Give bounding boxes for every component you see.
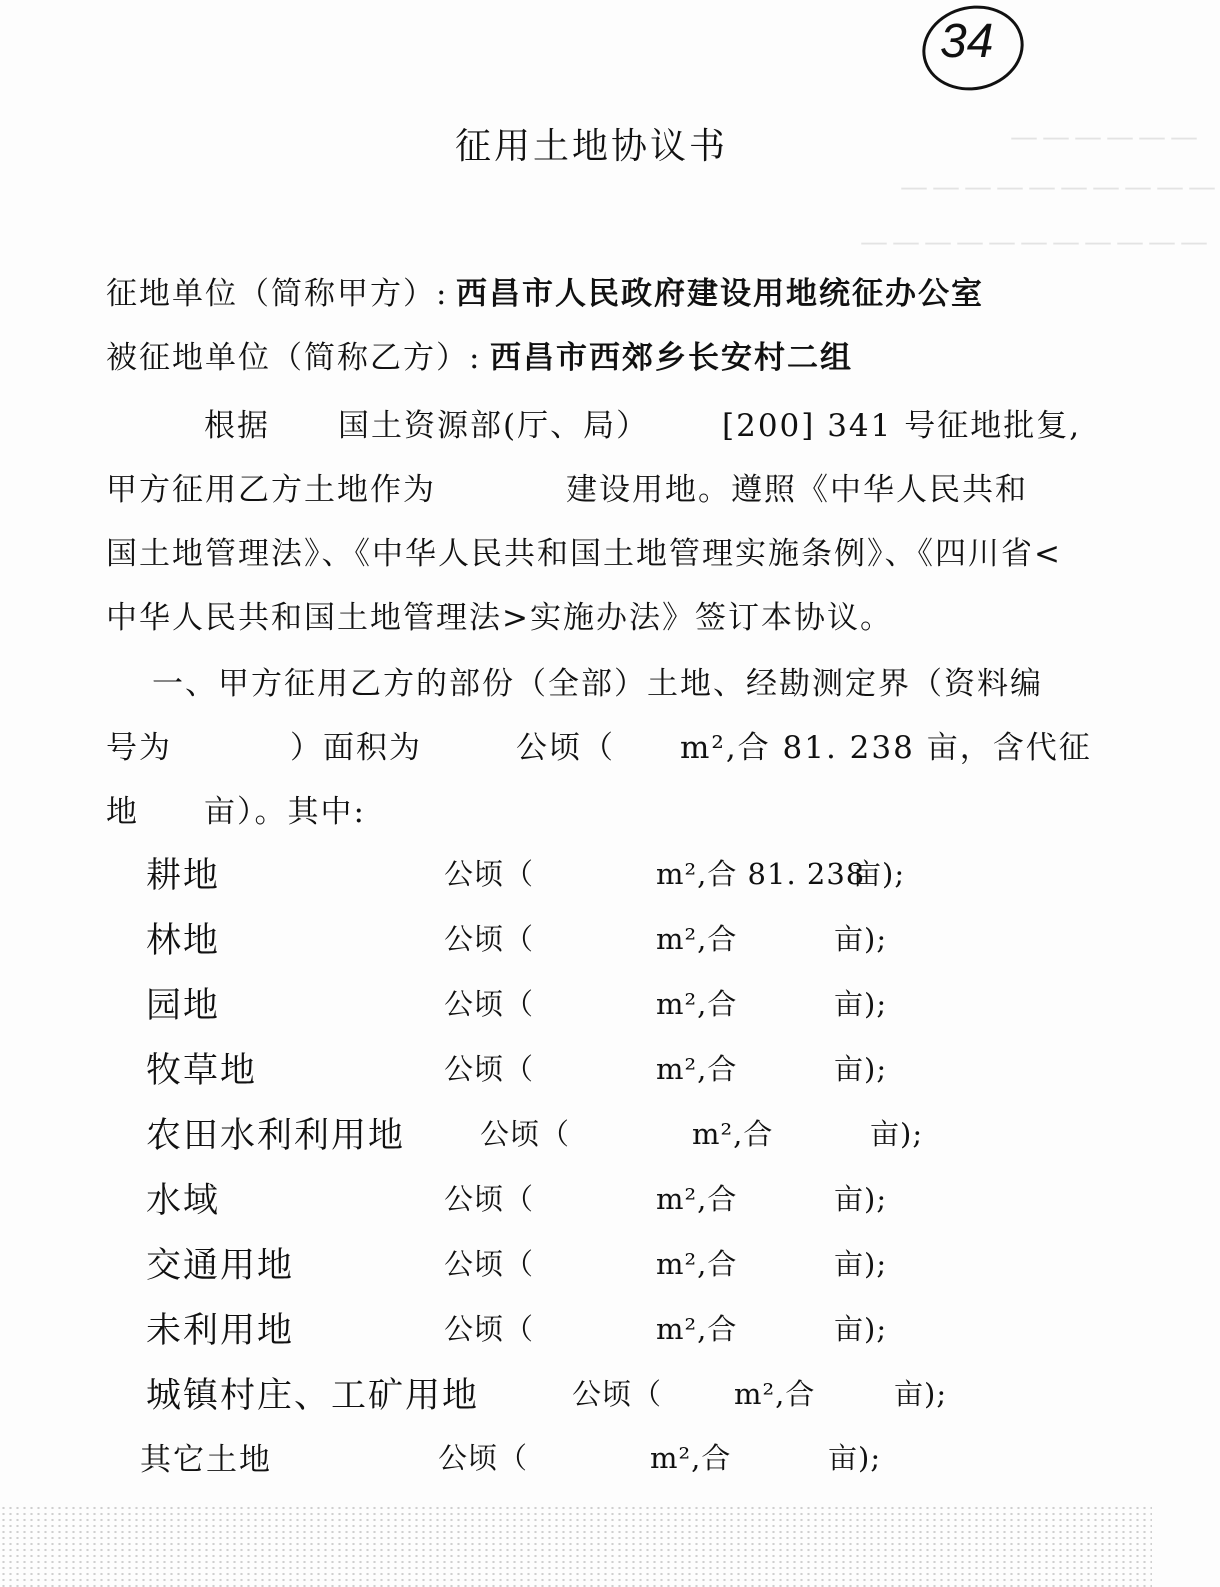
bleed-through-text: —————————— — [900, 170, 1220, 203]
land-type-name: 农田水利利用地 — [146, 1116, 406, 1156]
land-type-hectare: 公顷（ — [444, 1182, 535, 1216]
basis-line-2b: 建设用地。遵照《中华人民共和 — [566, 472, 1028, 508]
clause-1-line-3b: 亩）。其中: — [204, 794, 366, 830]
party-a-value: 西昌市人民政府建设用地统征办公室 — [456, 276, 984, 312]
land-type-m2: m²,合 — [656, 987, 738, 1021]
land-type-mu: 亩); — [834, 1247, 888, 1281]
bleed-through-text: —————— — [1010, 120, 1202, 153]
land-type-mu: 亩); — [852, 857, 906, 891]
land-type-name: 牧草地 — [146, 1051, 258, 1091]
land-type-mu: 亩); — [894, 1377, 948, 1411]
land-type-m2: m²,合 — [656, 1052, 738, 1086]
land-type-mu: 亩); — [828, 1441, 882, 1475]
land-type-hectare: 公顷（ — [444, 1312, 535, 1346]
basis-line-4: 中华人民共和国土地管理法>实施办法》签订本协议。 — [106, 600, 893, 636]
land-type-hectare: 公顷（ — [438, 1441, 529, 1475]
land-type-name: 城镇村庄、工矿用地 — [146, 1376, 480, 1416]
land-type-name: 园地 — [146, 986, 221, 1026]
party-b-label: 被征地单位（简称乙方）: — [106, 340, 482, 376]
land-type-mu: 亩); — [870, 1117, 924, 1151]
party-a-label: 征地单位（简称甲方）: — [106, 276, 449, 312]
land-type-name: 未利用地 — [146, 1311, 295, 1351]
land-type-name: 耕地 — [146, 856, 221, 896]
land-type-m2: m²,合 81. 238 — [656, 857, 866, 891]
land-type-mu: 亩); — [834, 1312, 888, 1346]
basis-approval-number: [200] 341 号征地批复, — [722, 408, 1082, 444]
land-type-hectare: 公顷（ — [444, 857, 535, 891]
scan-noise — [0, 1505, 1152, 1587]
clause-1-line-2b: ）面积为 — [290, 730, 422, 766]
land-type-name: 交通用地 — [146, 1246, 295, 1286]
land-type-m2: m²,合 — [692, 1117, 774, 1151]
clause-1-line-2d: m²,合 81. 238 亩，含代征 — [680, 730, 1092, 766]
land-type-mu: 亩); — [834, 987, 888, 1021]
land-type-hectare: 公顷（ — [572, 1377, 663, 1411]
land-type-hectare: 公顷（ — [444, 922, 535, 956]
land-type-m2: m²,合 — [656, 1312, 738, 1346]
document-title: 征用土地协议书 — [455, 126, 729, 167]
basis-authority: 国土资源部(厅、局） — [338, 408, 650, 444]
page-number: 34 — [940, 15, 994, 68]
basis-word: 根据 — [204, 408, 270, 444]
clause-1-line-2c: 公顷（ — [516, 730, 615, 766]
land-type-mu: 亩); — [834, 922, 888, 956]
land-type-m2: m²,合 — [656, 922, 738, 956]
land-type-name: 林地 — [146, 921, 221, 961]
land-type-hectare: 公顷（ — [444, 987, 535, 1021]
clause-1-line-1: 一、甲方征用乙方的部份（全部）土地、经勘测定界（资料编 — [152, 666, 1043, 702]
land-type-m2: m²,合 — [656, 1247, 738, 1281]
basis-line-3: 国土地管理法》、《中华人民共和国土地管理实施条例》、《四川省< — [106, 536, 1062, 572]
land-type-m2: m²,合 — [650, 1441, 732, 1475]
land-type-hectare: 公顷（ — [444, 1247, 535, 1281]
land-type-hectare: 公顷（ — [444, 1052, 535, 1086]
clause-1-line-3a: 地 — [106, 794, 139, 830]
bleed-through-text: ——————————— — [860, 225, 1212, 258]
land-type-name: 水域 — [146, 1181, 221, 1221]
land-type-hectare: 公顷（ — [480, 1117, 571, 1151]
land-type-name: 其它土地 — [140, 1442, 272, 1478]
party-b-value: 西昌市西郊乡长安村二组 — [490, 340, 853, 376]
land-type-mu: 亩); — [834, 1052, 888, 1086]
land-type-m2: m²,合 — [656, 1182, 738, 1216]
land-type-m2: m²,合 — [734, 1377, 816, 1411]
basis-line-2a: 甲方征用乙方土地作为 — [106, 472, 436, 508]
land-type-mu: 亩); — [834, 1182, 888, 1216]
clause-1-line-2a: 号为 — [106, 730, 172, 766]
